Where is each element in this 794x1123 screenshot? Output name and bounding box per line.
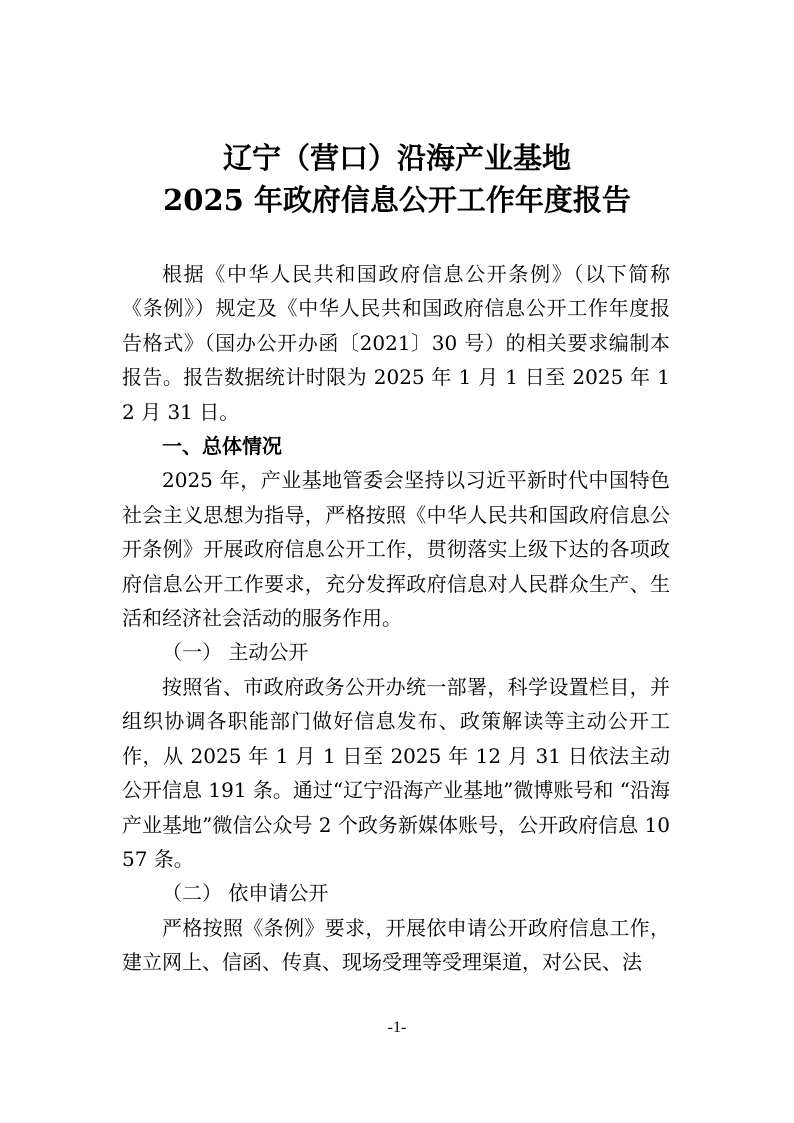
overview-paragraph: 2025 年，产业基地管委会坚持以习近平新时代中国特色社会主义思想为指导，严格按照《中华人民共和国政府信息公开条例》开展政府信息公开工作，贯彻落实上级下达的各项政府信息公开工作要求，充分发挥政府信息对人民群众生产、生活和经济社会活动的服务作用。 [122, 468, 670, 631]
intro-paragraph: 根据《中华人民共和国政府信息公开条例》（以下简称《条例》）规定及《中华人民共和国政府信息公开工作年度报告格式》（国办公开办函〔2021〕30 号）的相关要求编制本报告。报告数据统计时限为 2025 年 1 月 1 日至 2025 年 12 月 31 日。 [122, 262, 670, 424]
document-body [122, 257, 670, 980]
subsection-heading-disclosure-on-request: （二） 依申请公开 [162, 881, 329, 906]
document-title-line-1: 辽宁（营口）沿海产业基地 [222, 141, 571, 175]
document-title-line-2: 2025 年政府信息公开工作年度报告 [163, 183, 631, 217]
page-number: -1- [387, 1019, 407, 1036]
disclosure-on-request-paragraph: 严格按照《条例》要求，开展依申请公开政府信息工作，建立网上、信函、传真、现场受理等受理渠道，对公民、法 [122, 915, 670, 975]
section-heading-overview: 一、总体情况 [162, 434, 282, 459]
proactive-disclosure-paragraph: 按照省、市政府政务公开办统一部署，科学设置栏目，并组织协调各职能部门做好信息发布、政策解读等主动公开工作，从 2025 年 1 月 1 日至 2025 年 12 月 31 日依法主动公开信息 191 条。通过“辽宁沿海产业基地”微博账号和 “沿海产业基地”微信公众号 2 个政务新媒体账号，公开政府信息 1057 条。 [122, 674, 670, 871]
subsection-heading-proactive-disclosure: （一） 主动公开 [162, 640, 309, 665]
